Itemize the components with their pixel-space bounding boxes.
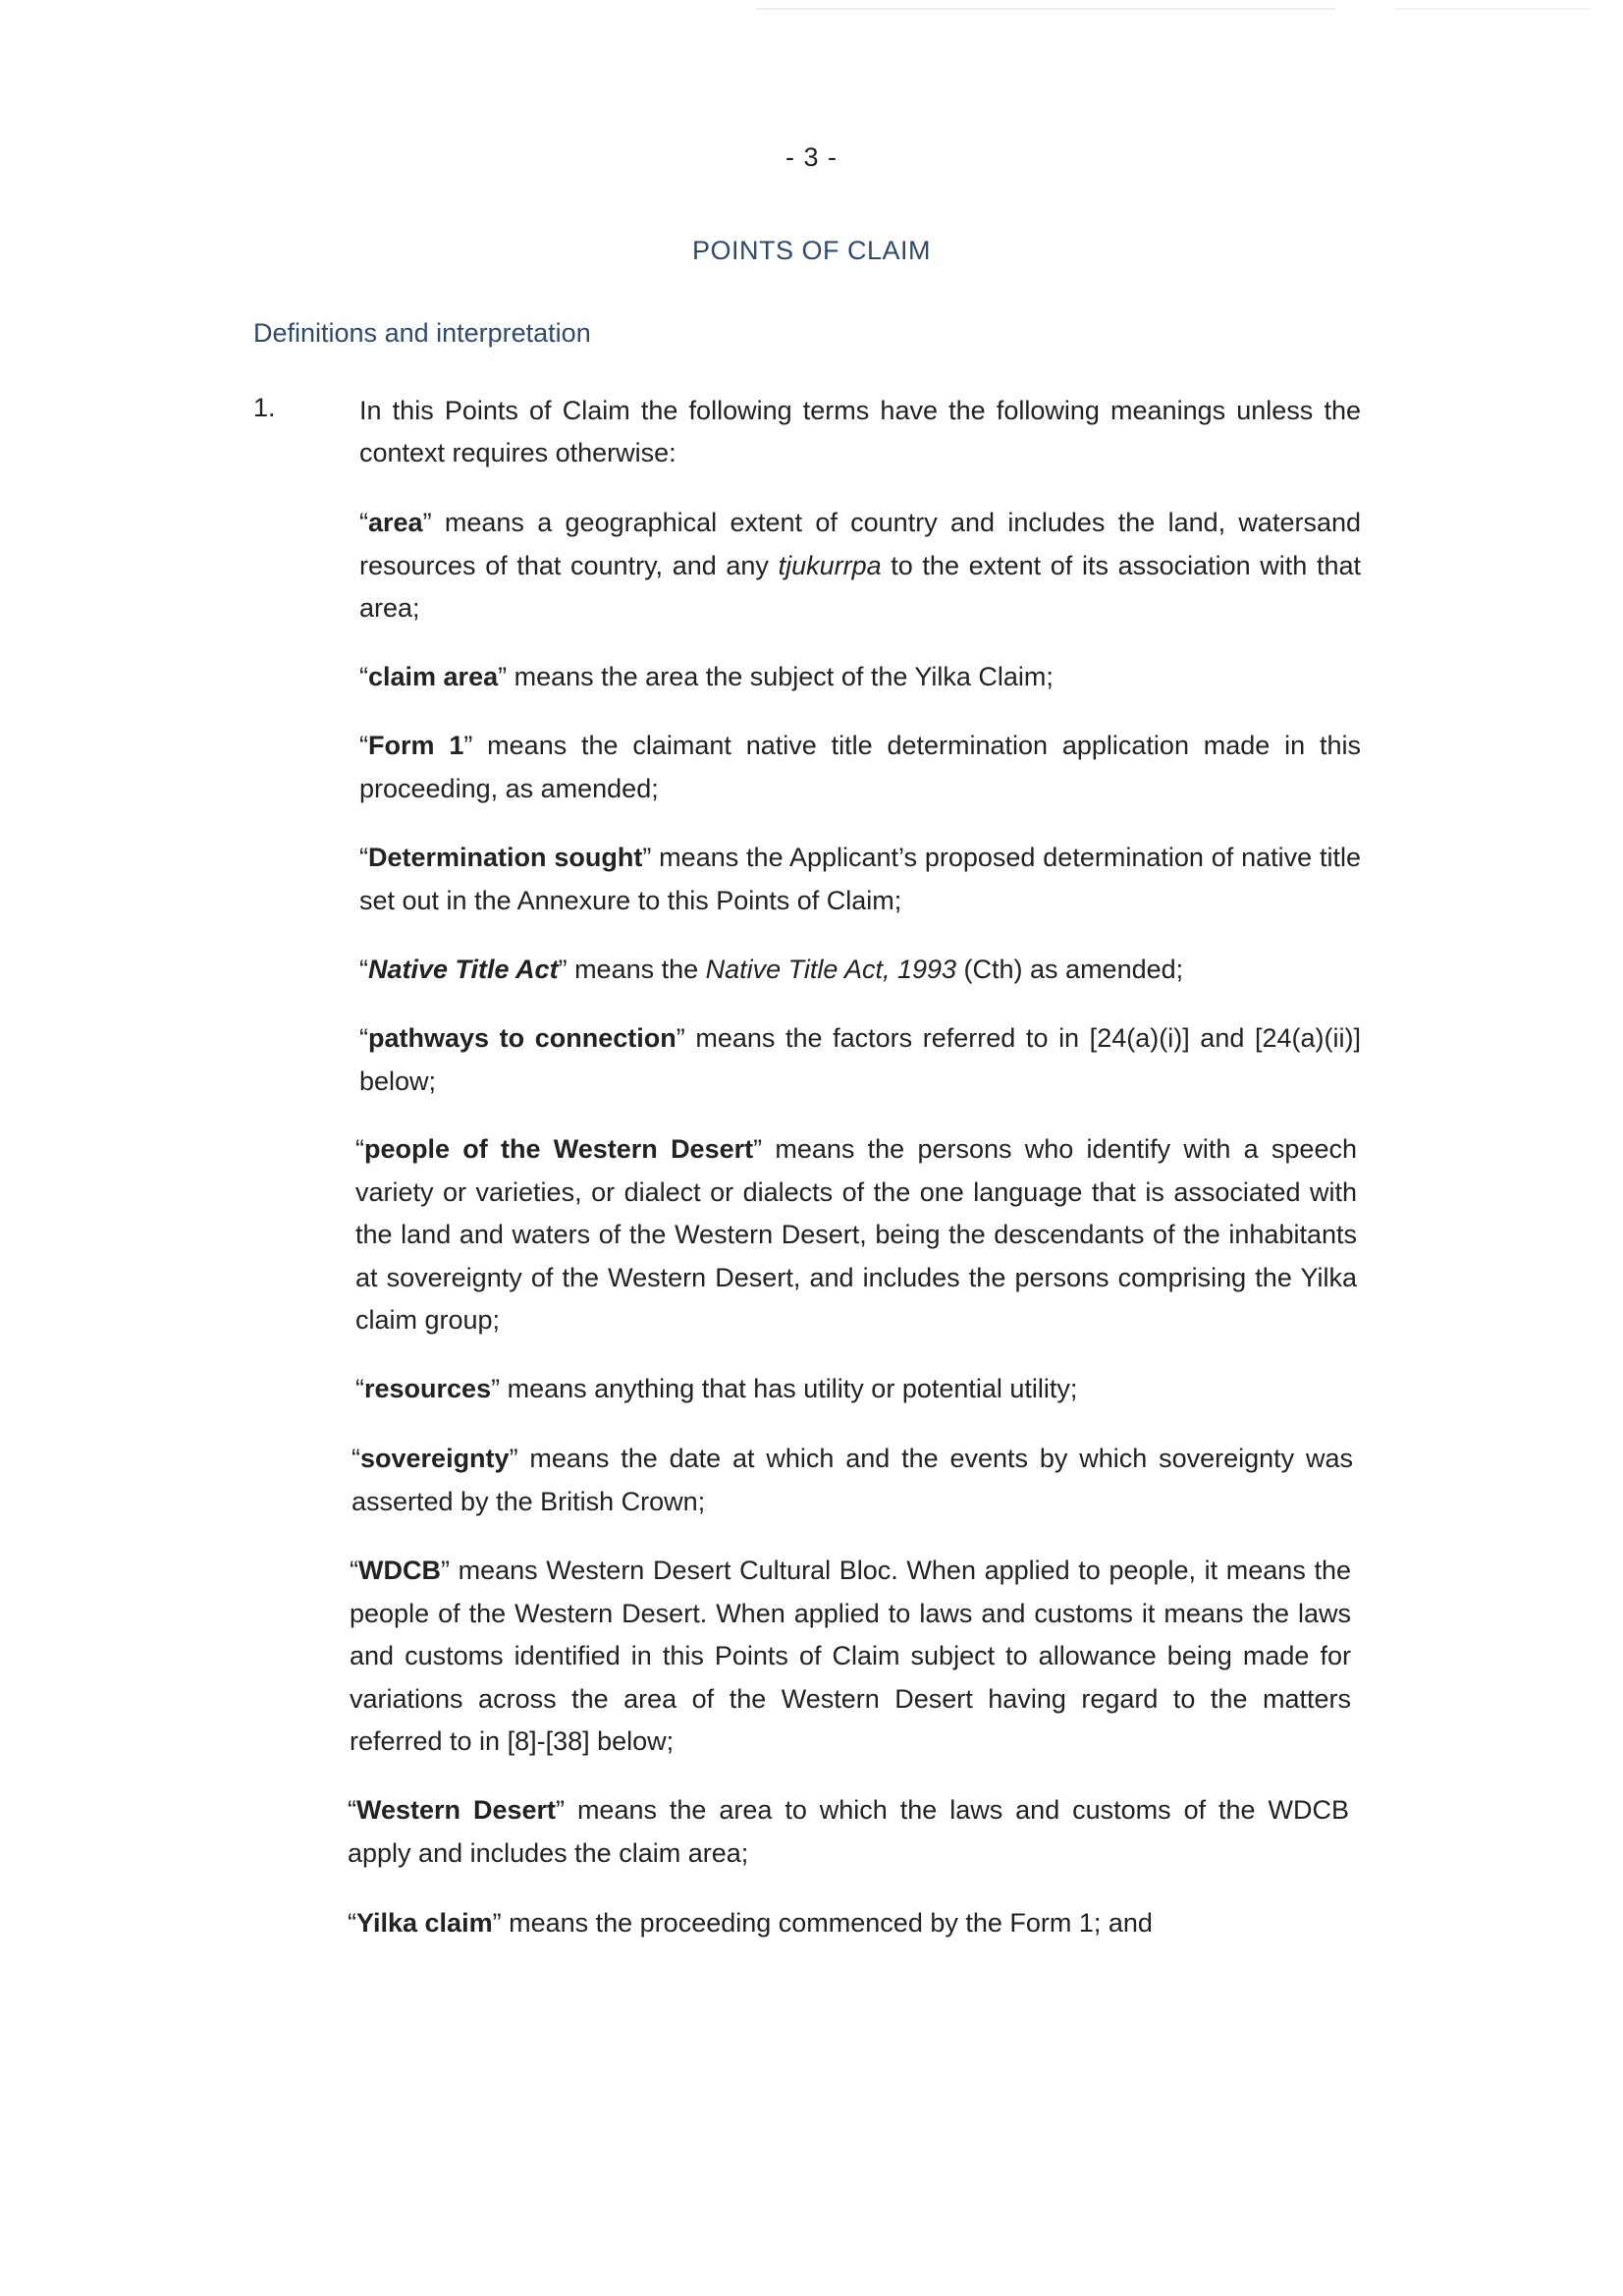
definition-yilka-claim: “Yilka claim” means the proceeding commenced by the Form 1; and [348, 1908, 1153, 1938]
definition-term: pathways to connection [368, 1023, 676, 1053]
definition-determination-sought: “Determination sought” means the Applicant’s proposed determination of native title set out in the Annexure to this Points of Claim; [359, 843, 1361, 915]
definition-term: resources [364, 1374, 492, 1403]
definition-term: Determination sought [368, 843, 643, 872]
definition-western-desert: “Western Desert” means the area to which the laws and customs of the WDCB apply and includes the claim area; [348, 1795, 1349, 1868]
definition-term: Yilka claim [356, 1908, 493, 1938]
section-heading: Definitions and interpretation [253, 318, 591, 348]
definition-resources: “resources” means anything that has utility or potential utility; [355, 1374, 1078, 1403]
document-title: POINTS OF CLAIM [691, 236, 932, 265]
definition-sovereignty: “sovereignty” means the date at which and the events by which sovereignty was asserted by the British Crown; [352, 1444, 1353, 1516]
definition-term: sovereignty [360, 1444, 510, 1473]
definition-term: people of the Western Desert [364, 1134, 754, 1164]
definition-term: Native Title Act [368, 955, 559, 984]
definition-term: area [368, 508, 423, 537]
definition-term: Form 1 [368, 731, 464, 760]
page-number: - 3 - [784, 142, 838, 172]
definition-term: claim area [368, 662, 499, 691]
definition-native-title-act: “Native Title Act” means the Native Title Act, 1993 (Cth) as amended; [359, 955, 1184, 984]
paragraph-intro: In this Points of Claim the following terms have the following meanings unless the context requires otherwise: [359, 396, 1361, 467]
definition-pathways-to-connection: “pathways to connection” means the factors referred to in [24(a)(i)] and [24(a)(ii)] below; [359, 1023, 1361, 1096]
scan-edge-mark [756, 8, 1335, 10]
definition-claim-area: “claim area” means the area the subject of the Yilka Claim; [359, 662, 1054, 691]
definition-term: Western Desert [356, 1795, 557, 1825]
definition-wdcb: “WDCB” means Western Desert Cultural Bloc. When applied to people, it means the people of the Western Desert. When applied to laws and customs it means the laws and customs identified in this Points of Claim subject to allowance being made for variations across the area of the Western Desert having regard to the matters referred to in [8]-[38] below; [350, 1556, 1351, 1756]
definition-people-of-the-western-desert: “people of the Western Desert” means the persons who identify with a speech variety or varieties, or dialect or dialects of the one language that is associated with the land and waters of the Western Desert, being the descendants of the inhabitants at sovereignty of the Western Desert, and includes the persons comprising the Yilka claim group; [355, 1134, 1357, 1335]
definition-area: “area” means a geographical extent of country and includes the land, watersand resources of that country, and any tjukurrpa to the extent of its association with that area; [359, 508, 1362, 623]
scan-edge-mark [1394, 8, 1591, 10]
definition-form-1: “Form 1” means the claimant native title determination application made in this proceeding, as amended; [359, 731, 1361, 803]
paragraph-number: 1. [253, 393, 276, 422]
definition-term: WDCB [358, 1556, 441, 1585]
